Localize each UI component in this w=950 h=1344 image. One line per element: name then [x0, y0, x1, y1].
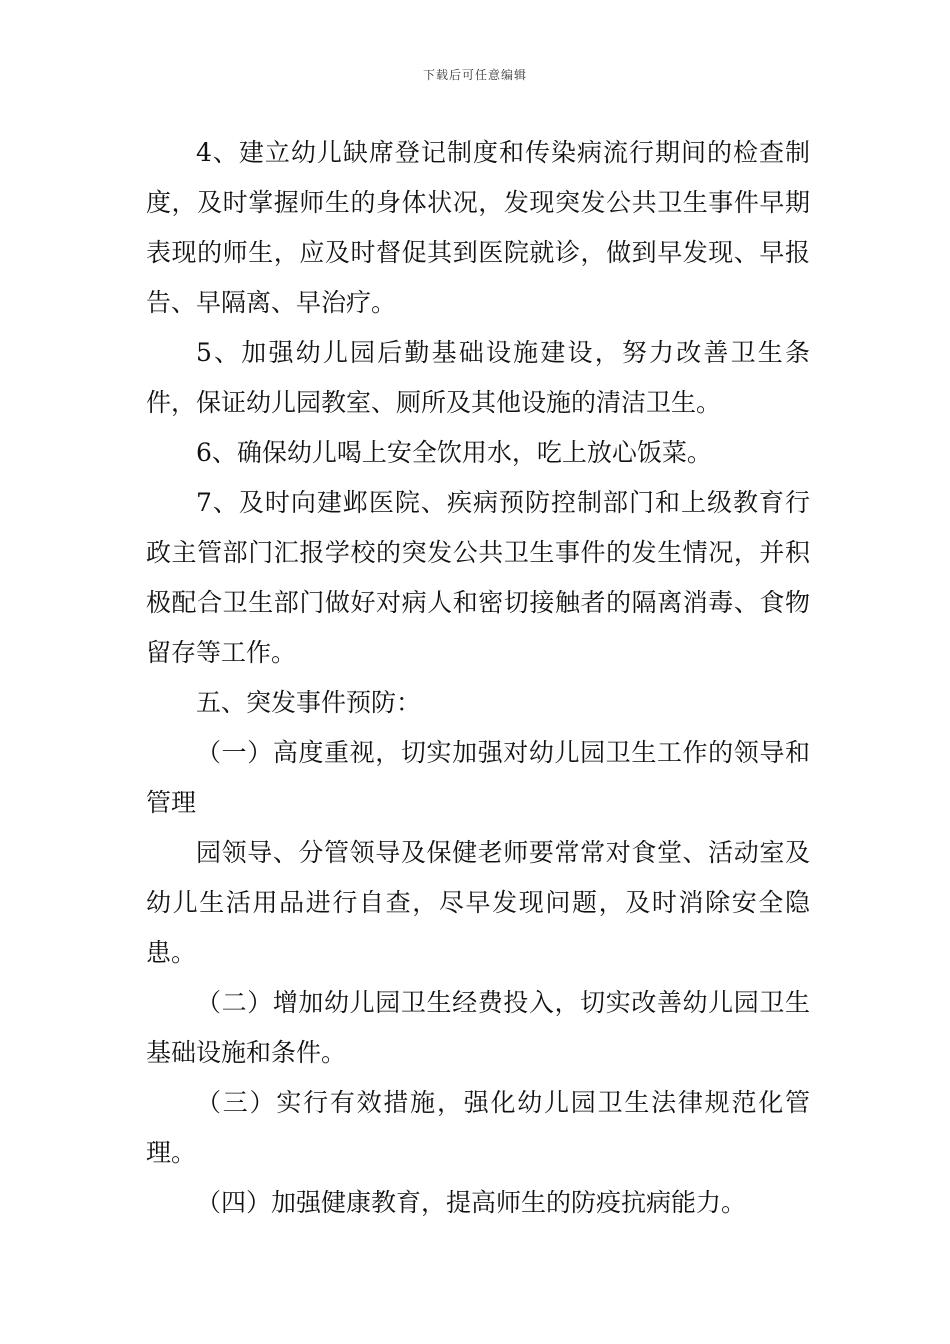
paragraph-self-inspection: 园领导、分管领导及保健老师要常常对食堂、活动室及幼儿生活用品进行自查，尽早发现问题，及时消除安全隐患。	[146, 838, 810, 967]
page-header: 下载后可任意编辑	[422, 68, 527, 82]
subsection-heading-3: （三）实行有效措施，强化幼儿园卫生法律规范化管理。	[146, 1088, 810, 1167]
section-heading-prevention: 五、突发事件预防：	[196, 688, 422, 717]
paragraph-item-4: 4、建立幼儿缺席登记制度和传染病流行期间的检查制度，及时掌握师生的身体状况，发现突发公共卫生事件早期表现的师生，应及时督促其到医院就诊，做到早发现、早报告、早隔离、早治疗。	[146, 138, 810, 317]
subsection-heading-4: （四）加强健康教育，提高师生的防疫抗病能力。	[196, 1188, 747, 1217]
subsection-heading-1: （一）高度重视，切实加强对幼儿园卫生工作的领导和管理	[146, 738, 810, 817]
paragraph-item-7: 7、及时向建邺医院、疾病预防控制部门和上级教育行政主管部门汇报学校的突发公共卫生事件的发生情况，并积极配合卫生部门做好对病人和密切接触者的隔离消毒、食物留存等工作。	[146, 488, 810, 667]
paragraph-item-6: 6、确保幼儿喝上安全饮用水，吃上放心饭菜。	[196, 438, 712, 467]
subsection-heading-2: （二）增加幼儿园卫生经费投入，切实改善幼儿园卫生基础设施和条件。	[146, 988, 810, 1067]
document-body	[146, 128, 810, 1228]
paragraph-item-5: 5、加强幼儿园后勤基础设施建设，努力改善卫生条件，保证幼儿园教室、厕所及其他设施的清洁卫生。	[146, 338, 810, 417]
